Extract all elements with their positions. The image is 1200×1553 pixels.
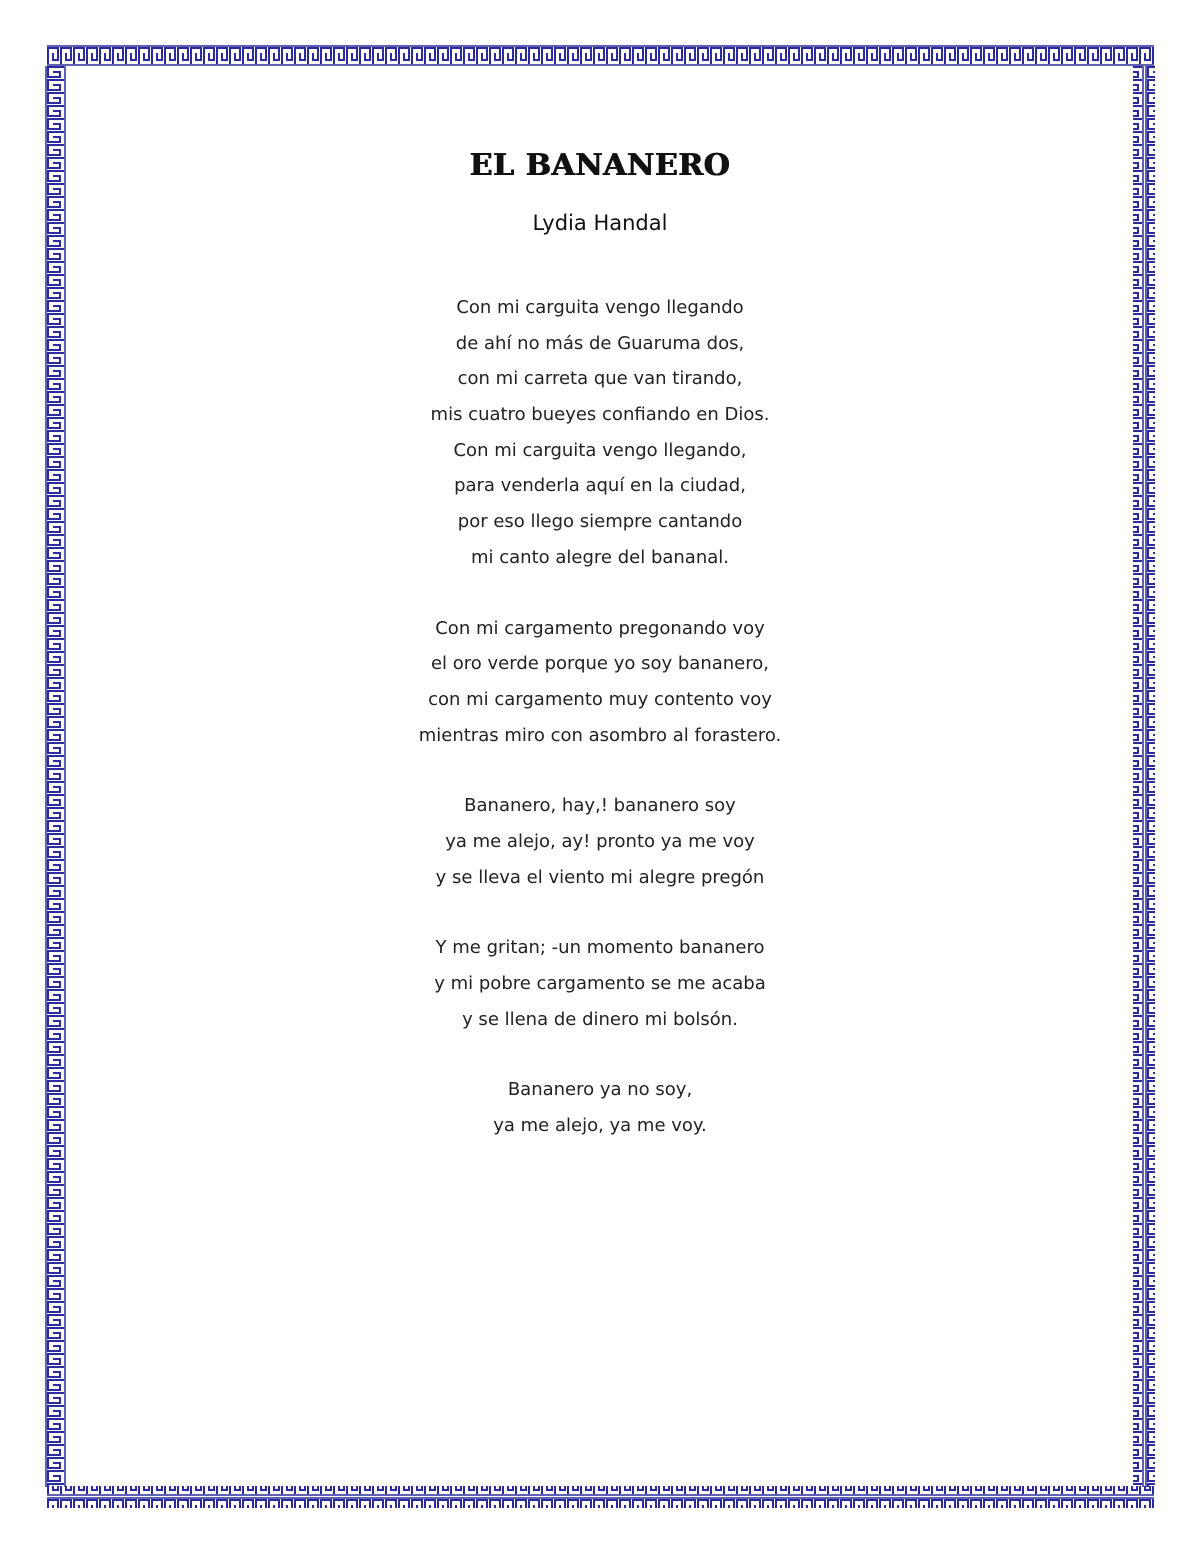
poem-line: con mi carreta que van tirando, — [457, 368, 743, 390]
poem-line: mientras miro con asombro al forastero. — [418, 724, 782, 746]
poem-line: para venderla aquí en la ciudad, — [454, 475, 746, 497]
poem-line: de ahí no más de Guaruma dos, — [455, 332, 745, 354]
poem-line: ya me alejo, ya me voy. — [493, 1115, 707, 1137]
poem-line: y mi pobre cargamento se me acaba — [434, 973, 766, 994]
stanza — [200, 290, 1000, 576]
poem-line: mi canto alegre del bananal. — [471, 546, 729, 568]
poem-container — [200, 140, 1000, 1179]
poem-line: por eso llego siempre cantando — [457, 511, 743, 533]
poem-line: con mi cargamento muy contento voy — [428, 688, 772, 710]
poem-line: ya me alejo, ay! pronto ya me voy — [445, 830, 755, 852]
poem-line: y se lleva el viento mi alegre pregón — [435, 866, 765, 888]
poem-line: Con mi carguita vengo llegando — [456, 297, 744, 318]
poem-line: Con mi cargamento pregonando voy — [435, 617, 765, 639]
poem-line: Bananero ya no soy, — [507, 1079, 693, 1101]
poem-body — [200, 290, 1000, 1144]
poem-line: y se llena de dinero mi bolsón. — [462, 1008, 738, 1030]
stanza — [200, 1072, 1000, 1143]
poem-author: Lydia Handal — [532, 211, 668, 235]
stanza — [200, 611, 1000, 754]
poem-line: Bananero, hay,! bananero soy — [464, 795, 736, 817]
poem-line: Con mi carguita vengo llegando, — [453, 439, 747, 461]
poem-line: Y me gritan; -un momento bananero — [435, 937, 765, 959]
stanza — [200, 788, 1000, 895]
poem-line: el oro verde porque yo soy bananero, — [430, 653, 769, 675]
stanza — [200, 930, 1000, 1037]
poem-title: EL BANANERO — [469, 148, 731, 183]
poem-line: mis cuatro bueyes confiando en Dios. — [430, 404, 770, 426]
